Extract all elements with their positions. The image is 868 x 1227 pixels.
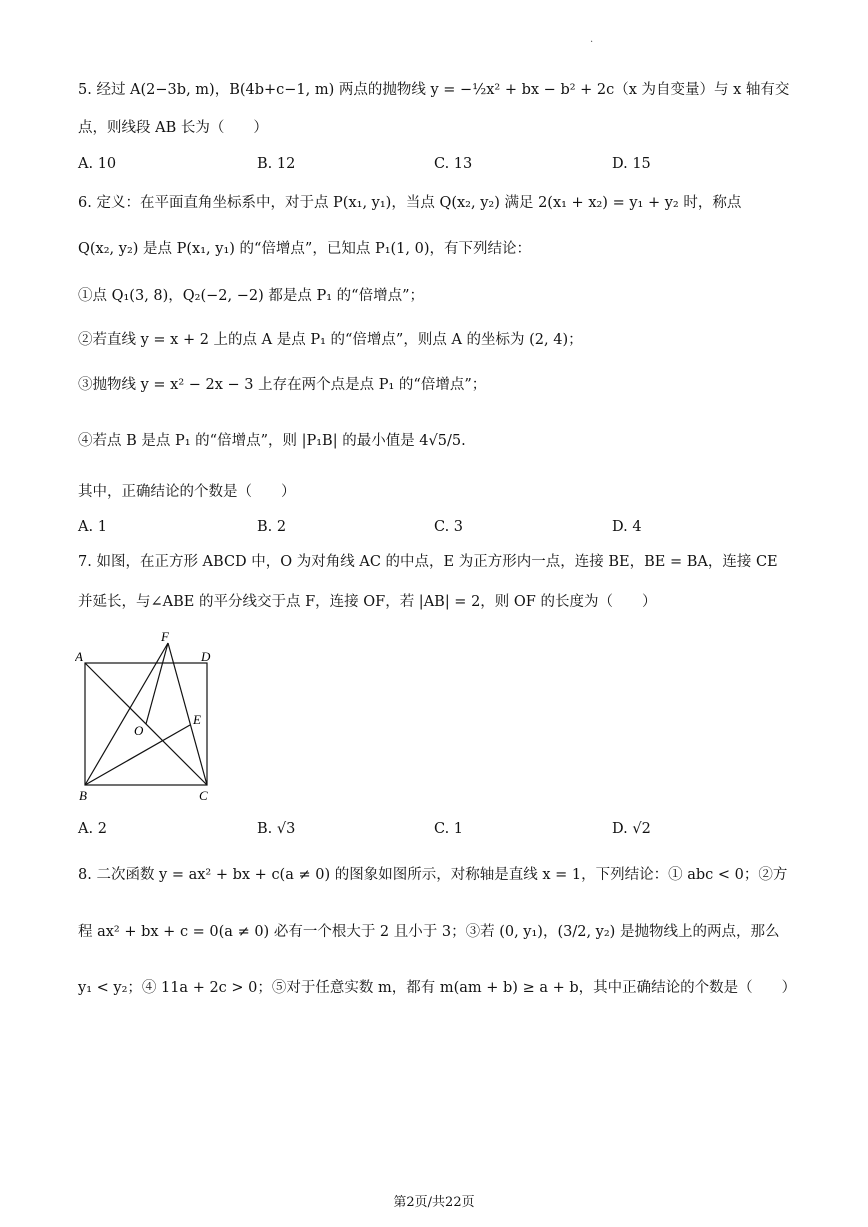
- segment-of: [146, 643, 168, 724]
- page-marker: .: [590, 34, 594, 45]
- label-b: B: [79, 788, 87, 803]
- q6-option-b[interactable]: B. 2: [257, 519, 287, 535]
- label-o: O: [134, 723, 144, 738]
- q6-option-d[interactable]: D. 4: [612, 519, 642, 535]
- q5-option-c[interactable]: C. 13: [434, 156, 473, 172]
- q6-line-2: Q(x₂, y₂) 是点 P(x₁, y₁) 的“倍增点”，已知点 P₁(1, 0)，有下列结论：: [78, 241, 532, 257]
- q8-line-3: y₁ < y₂；④ 11a + 2c > 0；⑤对于任意实数 m，都有 m(am + b) ≥ a + b，其中正确结论的个数是（ ）: [78, 980, 797, 996]
- q6-conclusion-3: ③抛物线 y = x² − 2x − 3 上存在两个点是点 P₁ 的“倍增点”；: [78, 377, 487, 393]
- q7-option-c[interactable]: C. 1: [434, 821, 464, 837]
- q6-option-a[interactable]: A. 1: [78, 519, 107, 535]
- q5-line-1: 5. 经过 A(2−3b, m)，B(4b+c−1, m) 两点的抛物线 y = −½x² + bx − b² + 2c（x 为自变量）与 x 轴有交: [78, 82, 790, 98]
- q7-geometry-figure: [75, 625, 220, 805]
- page-footer: 第2页/共22页: [393, 1195, 475, 1210]
- q8-line-2: 程 ax² + bx + c = 0(a ≠ 0) 必有一个根大于 2 且小于 3；③若 (0, y₁)，(3/2, y₂) 是抛物线上的两点，那么: [78, 924, 780, 940]
- q6-conclusion-1: ①点 Q₁(3, 8)，Q₂(−2, −2) 都是点 P₁ 的“倍增点”；: [78, 288, 424, 304]
- q6-conclusion-2: ②若直线 y = x + 2 上的点 A 是点 P₁ 的“倍增点”，则点 A 的坐标为 (2, 4)；: [78, 332, 583, 348]
- bisector-bf: [85, 643, 168, 785]
- label-f: F: [161, 629, 169, 644]
- q7-line-2: 并延长，与∠ABE 的平分线交于点 F，连接 OF，若 |AB| = 2，则 OF 的长度为（ ）: [78, 594, 657, 610]
- label-d: D: [201, 649, 211, 664]
- q5-option-d[interactable]: D. 15: [612, 156, 651, 172]
- q6-conclusion-4: ④若点 B 是点 P₁ 的“倍增点”，则 |P₁B| 的最小值是 4√5/5.: [78, 433, 466, 449]
- q6-option-c[interactable]: C. 3: [434, 519, 464, 535]
- q5-option-b[interactable]: B. 12: [257, 156, 296, 172]
- q7-option-d[interactable]: D. √2: [612, 821, 651, 837]
- label-e: E: [193, 712, 201, 727]
- q5-line-2: 点，则线段 AB 长为（ ）: [78, 120, 268, 136]
- q5-option-a[interactable]: A. 10: [78, 156, 117, 172]
- label-c: C: [199, 788, 208, 803]
- q6-line-1: 6. 定义：在平面直角坐标系中，对于点 P(x₁, y₁)，当点 Q(x₂, y₂) 满足 2(x₁ + x₂) = y₁ + y₂ 时，称点: [78, 195, 742, 211]
- line-cf: [168, 643, 207, 785]
- q7-line-1: 7. 如图，在正方形 ABCD 中，O 为对角线 AC 的中点，E 为正方形内一点，连接 BE，BE = BA，连接 CE: [78, 554, 778, 570]
- q6-question: 其中，正确结论的个数是（ ）: [78, 484, 296, 500]
- q7-option-a[interactable]: A. 2: [78, 821, 107, 837]
- q8-line-1: 8. 二次函数 y = ax² + bx + c(a ≠ 0) 的图象如图所示，对称轴是直线 x = 1，下列结论：① abc < 0；②方: [78, 867, 788, 883]
- label-a: A: [75, 649, 83, 664]
- q7-option-b[interactable]: B. √3: [257, 821, 296, 837]
